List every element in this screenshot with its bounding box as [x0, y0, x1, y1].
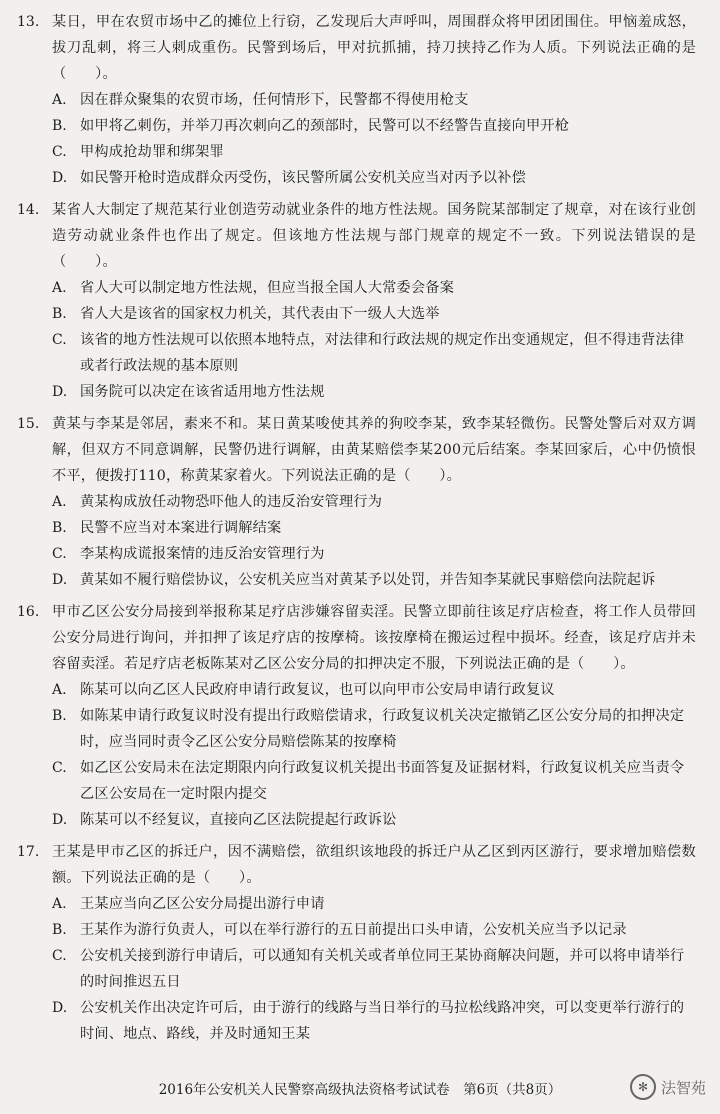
answer-option-a: [52, 87, 696, 113]
answer-option-b: [52, 301, 696, 327]
option-label: B.: [52, 520, 67, 536]
option-text: 公安机关作出决定许可后，由于游行的线路与当日举行的马拉松线路冲突，可以变更举行游行的时间、地点、路线，并及时通知王某: [80, 1000, 685, 1042]
option-label: A.: [52, 682, 67, 698]
question-stem: 甲市乙区公安分局接到举报称某足疗店涉嫌容留卖淫。民警立即前往该足疗店检查，将工作人员带回公安分局进行询问，并扣押了该足疗店的按摩椅。该按摩椅在搬运过程中损坏。经查，该足疗店并未容留卖淫。若足疗店老板陈某对乙区公安分局的扣押决定不服，下列说法正确的是（ ）。: [52, 604, 696, 672]
question-stem: 黄某与李某是邻居，素来不和。某日黄某唆使其养的狗咬李某，致李某轻微伤。民警处警后对双方调解，但双方不同意调解，民警仍进行调解，由黄某赔偿李某200元后结案。李某回家后，心中仍愤恨不平，便拨打110，称黄某家着火。下列说法正确的是（ ）。: [52, 416, 696, 484]
answer-option-d: [52, 379, 696, 405]
question-13: [0, 9, 720, 191]
watermark: [630, 1074, 706, 1100]
option-label: B.: [52, 922, 67, 938]
option-label: A.: [52, 280, 67, 296]
answer-option-c: [52, 541, 696, 567]
answer-option-a: [52, 489, 696, 515]
option-text: 黄某如不履行赔偿协议，公安机关应当对黄某予以处罚，并告知李某就民事赔偿向法院起诉: [80, 572, 656, 588]
option-text: 省人大是该省的国家权力机关，其代表由下一级人大选举: [80, 306, 440, 322]
question-17: [0, 839, 720, 1047]
question-number: 17.: [17, 844, 40, 860]
option-text: 如民警开枪时造成群众丙受伤，该民警所属公安机关应当对丙予以补偿: [80, 170, 527, 186]
option-text: 陈某可以向乙区人民政府申请行政复议，也可以向甲市公安局申请行政复议: [80, 682, 555, 698]
option-text: 陈某可以不经复议，直接向乙区法院提起行政诉讼: [80, 812, 397, 828]
option-label: C.: [52, 760, 67, 776]
option-text: 民警不应当对本案进行调解结案: [80, 520, 282, 536]
option-text: 黄某构成放任动物恐吓他人的违反治安管理行为: [80, 494, 383, 510]
option-label: C.: [52, 948, 67, 964]
option-label: D.: [52, 572, 68, 588]
question-number: 16.: [17, 604, 40, 620]
option-text: 省人大可以制定地方性法规，但应当报全国人大常委会备案: [80, 280, 455, 296]
answer-option-c: [52, 755, 696, 807]
option-label: A.: [52, 896, 67, 912]
question-number: 13.: [17, 14, 40, 30]
page-footer: 2016年公安机关人民警察高级执法资格考试试卷 第6页（共8页）: [158, 1082, 562, 1098]
wechat-icon: ✻: [630, 1074, 656, 1100]
option-label: C.: [52, 332, 67, 348]
option-label: B.: [52, 708, 67, 724]
option-label: C.: [52, 546, 67, 562]
option-label: B.: [52, 118, 67, 134]
question-number: 14.: [17, 202, 40, 218]
option-label: A.: [52, 494, 67, 510]
option-label: D.: [52, 384, 68, 400]
answer-option-b: [52, 917, 696, 943]
option-text: 如乙区公安局未在法定期限内向行政复议机关提出书面答复及证据材料，行政复议机关应当责令乙区公安局在一定时限内提交: [80, 760, 685, 802]
option-text: 如陈某申请行政复议时没有提出行政赔偿请求，行政复议机关决定撤销乙区公安分局的扣押决定时，应当同时责令乙区公安分局赔偿陈某的按摩椅: [80, 708, 685, 750]
answer-option-a: [52, 275, 696, 301]
option-text: 王某作为游行负责人，可以在举行游行的五日前提出口头申请，公安机关应当予以记录: [80, 922, 627, 938]
answer-option-c: [52, 327, 696, 379]
option-label: A.: [52, 92, 67, 108]
option-text: 国务院可以决定在该省适用地方性法规: [80, 384, 325, 400]
answer-option-b: [52, 113, 696, 139]
option-text: 李某构成谎报案情的违反治安管理行为: [80, 546, 325, 562]
question-16: [0, 599, 720, 833]
answer-option-b: [52, 515, 696, 541]
answer-option-a: [52, 891, 696, 917]
question-list: [0, 9, 720, 1053]
option-text: 因在群众聚集的农贸市场，任何情形下，民警都不得使用枪支: [80, 92, 469, 108]
question-14: [0, 197, 720, 405]
option-text: 如甲将乙刺伤，并举刀再次刺向乙的颈部时，民警可以不经警告直接向甲开枪: [80, 118, 570, 134]
question-number: 15.: [17, 416, 40, 432]
question-15: [0, 411, 720, 593]
option-label: C.: [52, 144, 67, 160]
option-label: D.: [52, 1000, 68, 1016]
answer-option-a: [52, 677, 696, 703]
answer-option-b: [52, 703, 696, 755]
option-label: D.: [52, 170, 68, 186]
answer-option-d: [52, 165, 696, 191]
question-stem: 某日，甲在农贸市场中乙的摊位上行窃，乙发现后大声呼叫，周围群众将甲团团围住。甲恼羞成怒，拔刀乱刺，将三人刺成重伤。民警到场后，甲对抗抓捕，持刀挟持乙作为人质。下列说法正确的是（ ）。: [52, 14, 696, 82]
answer-option-c: [52, 139, 696, 165]
question-stem: 某省人大制定了规范某行业创造劳动就业条件的地方性法规。国务院某部制定了规章，对在该行业创造劳动就业条件也作出了规定。但该地方性法规与部门规章的规定不一致。下列说法错误的是（ ）。: [52, 202, 696, 270]
option-text: 甲构成抢劫罪和绑架罪: [80, 144, 224, 160]
answer-option-d: [52, 807, 696, 833]
question-stem: 王某是甲市乙区的拆迁户，因不满赔偿，欲组织该地段的拆迁户从乙区到丙区游行，要求增加赔偿数额。下列说法正确的是（ ）。: [52, 844, 696, 886]
option-label: D.: [52, 812, 68, 828]
answer-option-d: [52, 995, 696, 1047]
answer-option-c: [52, 943, 696, 995]
answer-option-d: [52, 567, 696, 593]
option-text: 王某应当向乙区公安分局提出游行申请: [80, 896, 325, 912]
option-label: B.: [52, 306, 67, 322]
option-text: 该省的地方性法规可以依照本地特点，对法律和行政法规的规定作出变通规定，但不得违背法律或者行政法规的基本原则: [80, 332, 685, 374]
option-text: 公安机关接到游行申请后，可以通知有关机关或者单位同王某协商解决问题，并可以将申请举行的时间推迟五日: [80, 948, 685, 990]
watermark-text: 法智苑: [660, 1078, 706, 1097]
